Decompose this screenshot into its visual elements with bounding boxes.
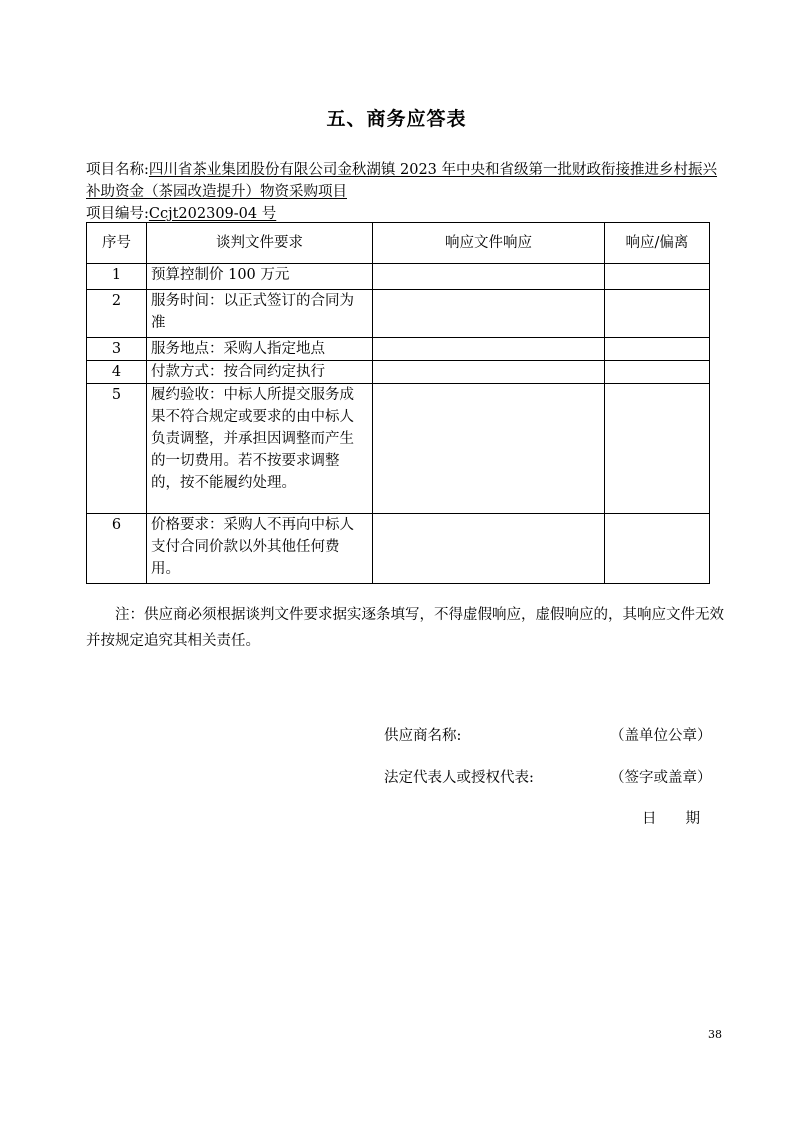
row-deviation — [605, 514, 710, 584]
response-table — [86, 222, 710, 584]
row-requirement: 预算控制价 100 万元 — [147, 264, 373, 290]
table-row — [87, 514, 710, 584]
page-number: 38 — [708, 1028, 722, 1041]
row-requirement: 服务地点：采购人指定地点 — [147, 338, 373, 361]
row-deviation — [605, 361, 710, 384]
page-title: 五、商务应答表 — [326, 108, 467, 130]
project-number-line — [86, 204, 276, 224]
row-response — [373, 338, 605, 361]
header-deviation: 响应/偏离 — [605, 223, 710, 264]
project-name-label: 项目名称: — [86, 162, 149, 178]
note-paragraph: 注：供应商必须根据谈判文件要求据实逐条填写，不得虚假响应，虚假响应的，其响应文件无效并按规定追究其相关责任。 — [86, 607, 724, 649]
project-name-value: 四川省茶业集团股份有限公司金秋湖镇 2023 年中央和省级第一批财政衔接推进乡村振兴补助资金（茶园改造提升）物资采购项目 — [86, 162, 718, 200]
row-deviation — [605, 264, 710, 290]
row-deviation — [605, 338, 710, 361]
row-index: 1 — [87, 264, 147, 290]
project-number-label: 项目编号: — [86, 206, 149, 222]
row-response — [373, 264, 605, 290]
row-response — [373, 290, 605, 338]
legal-rep-sign-hint: （签字或盖章） — [610, 770, 712, 786]
row-requirement: 付款方式：按合同约定执行 — [147, 361, 373, 384]
header-requirement: 谈判文件要求 — [147, 223, 373, 264]
row-index: 3 — [87, 338, 147, 361]
row-index: 6 — [87, 514, 147, 584]
supplier-seal-hint: （盖单位公章） — [610, 728, 712, 744]
header-index: 序号 — [87, 223, 147, 264]
table-row — [87, 338, 710, 361]
row-deviation — [605, 290, 710, 338]
header-response: 响应文件响应 — [373, 223, 605, 264]
table-row — [87, 361, 710, 384]
project-number-value: Ccjt202309-04 号 — [148, 206, 277, 222]
row-index: 5 — [87, 384, 147, 514]
row-response — [373, 361, 605, 384]
table-row — [87, 384, 710, 514]
supplier-name-label: 供应商名称: — [384, 728, 462, 744]
row-requirement: 履约验收：中标人所提交服务成果不符合规定或要求的由中标人负责调整，并承担因调整而产生的一切费用。若不按要求调整的，按不能履约处理。 — [147, 384, 373, 514]
row-index: 4 — [87, 361, 147, 384]
row-requirement: 服务时间：以正式签订的合同为准 — [147, 290, 373, 338]
row-requirement: 价格要求：采购人不再向中标人支付合同价款以外其他任何费用。 — [147, 514, 373, 584]
row-response — [373, 384, 605, 514]
row-response — [373, 514, 605, 584]
table-header-row — [87, 223, 710, 264]
date-label: 日 期 — [642, 811, 700, 827]
table-row — [87, 264, 710, 290]
project-name-line — [86, 159, 726, 203]
table-row — [87, 290, 710, 338]
row-deviation — [605, 384, 710, 514]
row-index: 2 — [87, 290, 147, 338]
legal-rep-label: 法定代表人或授权代表: — [384, 770, 534, 786]
